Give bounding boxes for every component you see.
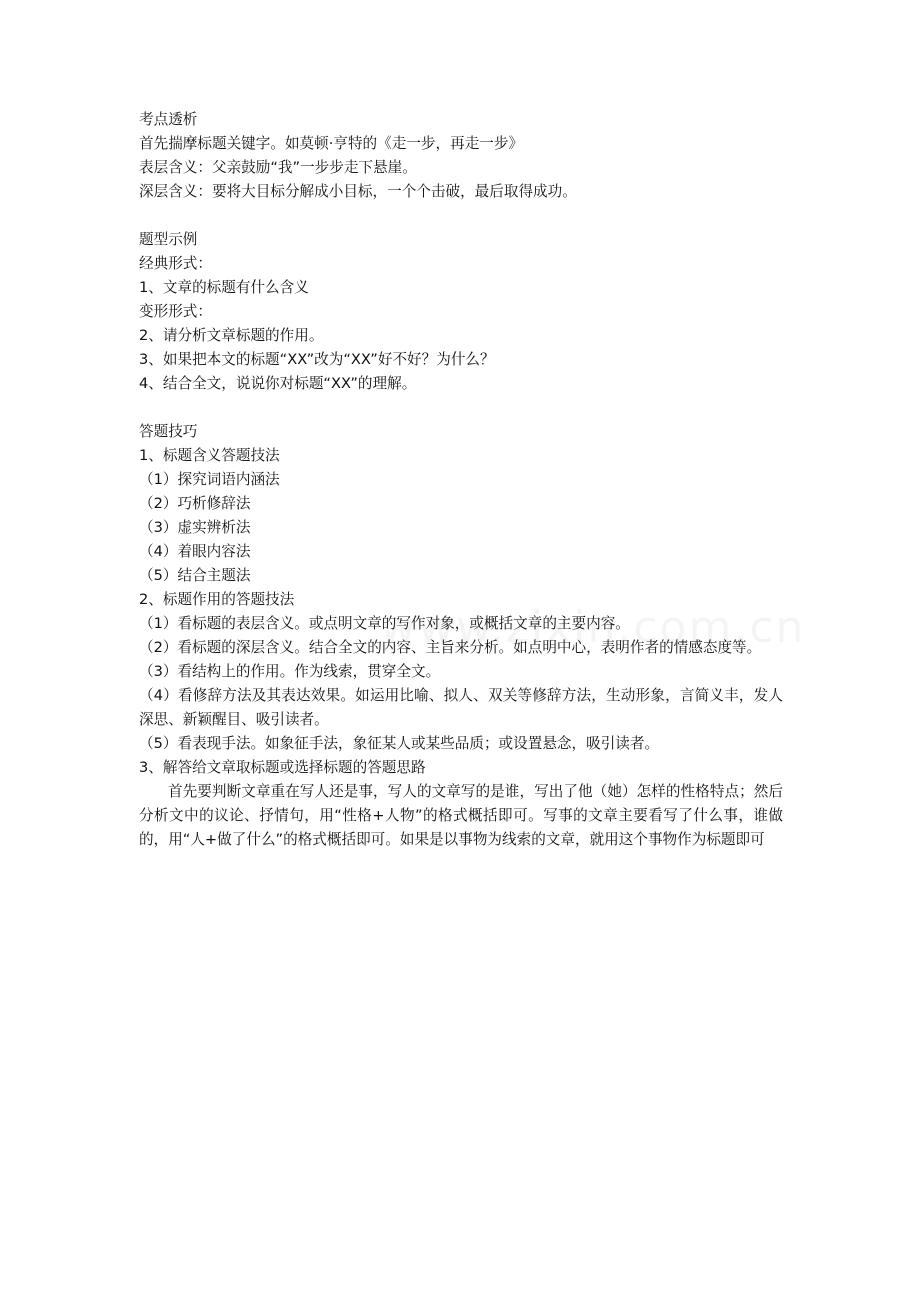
technique-2-item-1: （1）看标题的表层含义。或点明文章的写作对象，或概括文章的主要内容。 — [139, 615, 630, 632]
classic-form-label: 经典形式： — [139, 255, 212, 272]
technique-1-item-5: （5）结合主题法 — [139, 567, 251, 584]
variant-item-3: 3、如果把本文的标题“XX”改为“XX”好不好？为什么？ — [139, 351, 495, 368]
document-body — [139, 108, 783, 852]
technique-1-item-2: （2）巧析修辞法 — [139, 495, 251, 512]
analysis-line-1: 首先揣摩标题关键字。如莫顿·亨特的《走一步，再走一步》 — [139, 135, 524, 152]
technique-2-item-3: （3）看结构上的作用。作为线索，贯穿全文。 — [139, 663, 441, 680]
technique-heading-3: 3、解答给文章取标题或选择标题的答题思路 — [139, 759, 426, 776]
section-title-examples: 题型示例 — [139, 231, 198, 248]
variant-form-label: 变形形式： — [139, 303, 212, 320]
technique-1-item-4: （4）着眼内容法 — [139, 543, 251, 560]
technique-2-item-4: （4）看修辞方法及其表达效果。如运用比喻、拟人、双关等修辞方法，生动形象，言简义丰，发人深思、新颖醒目、吸引读者。 — [139, 687, 783, 728]
technique-1-item-1: （1）探究词语内涵法 — [139, 471, 280, 488]
section-title-analysis: 考点透析 — [139, 111, 198, 128]
technique-heading-1: 1、标题含义答题技法 — [139, 447, 280, 464]
analysis-line-2: 表层含义：父亲鼓励“我”一步步走下悬崖。 — [139, 159, 417, 176]
spacer — [139, 204, 783, 228]
technique-2-item-5: （5）看表现手法。如象征手法，象征某人或某些品质；或设置悬念，吸引读者。 — [139, 735, 660, 752]
technique-1-item-3: （3）虚实辨析法 — [139, 519, 251, 536]
spacer — [139, 396, 783, 420]
technique-3-paragraph: 首先要判断文章重在写人还是事，写人的文章写的是谁，写出了他（她）怎样的性格特点；然后分析文中的议论、抒情句，用“性格+人物”的格式概括即可。写事的文章主要看写了什么事，谁做的，用“人+做了什么”的格式概括即可。如果是以事物为线索的文章，就用这个事物作为标题即可 — [139, 783, 783, 848]
variant-item-2: 2、请分析文章标题的作用。 — [139, 327, 324, 344]
technique-heading-2: 2、标题作用的答题技法 — [139, 591, 295, 608]
variant-item-4: 4、结合全文，说说你对标题“XX”的理解。 — [139, 375, 417, 392]
analysis-line-3: 深层含义：要将大目标分解成小目标，一个个击破，最后取得成功。 — [139, 183, 577, 200]
classic-item-1: 1、文章的标题有什么含义 — [139, 279, 309, 296]
section-title-techniques: 答题技巧 — [139, 423, 198, 440]
technique-2-item-2: （2）看标题的深层含义。结合全文的内容、主旨来分析。如点明中心，表明作者的情感态度等。 — [139, 639, 762, 656]
